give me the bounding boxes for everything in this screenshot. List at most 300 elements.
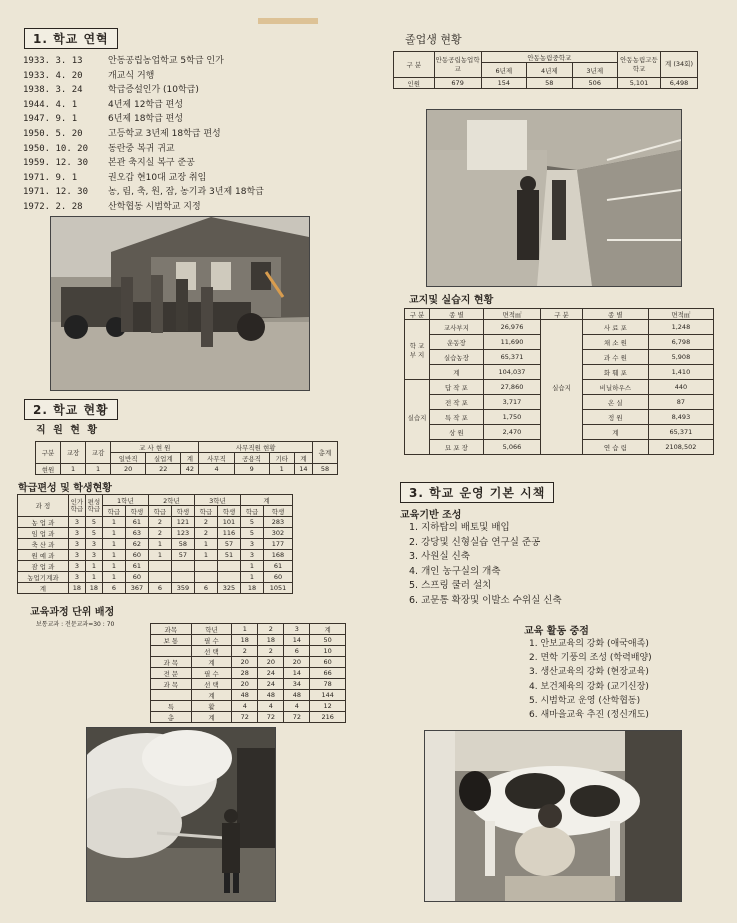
curr-header: 1 xyxy=(232,624,258,635)
history-date: 1971. 9. 1 xyxy=(23,172,78,183)
curr-cell: 14 xyxy=(284,668,310,679)
land-area: 1,248 xyxy=(648,320,713,335)
land-kind: 온 실 xyxy=(582,395,648,410)
history-event: 동란중 복귀 귀교 xyxy=(108,143,175,154)
section2-title: 2. 학교 현황 xyxy=(24,399,118,420)
class-sub-header: 학급 xyxy=(240,506,263,517)
class-cell: 18 xyxy=(85,583,102,594)
curr-cell: 20 xyxy=(232,657,258,668)
land-kind: 계 xyxy=(582,425,648,440)
list-item: 6. 새마을교육 추진 (정신개도) xyxy=(529,710,649,721)
curr-cell: 144 xyxy=(310,690,346,701)
class-cell: 5 xyxy=(240,517,263,528)
staff-cell: 42 xyxy=(181,464,199,475)
history-date: 1947. 9. 1 xyxy=(23,114,78,125)
class-table xyxy=(17,494,293,594)
land-kind: 특 작 포 xyxy=(430,410,484,425)
class-cell: 1 xyxy=(148,539,171,550)
curr-cell: 66 xyxy=(310,668,346,679)
photo-cow xyxy=(424,730,682,902)
table-row xyxy=(151,668,346,679)
staff-h-4: 실업계 xyxy=(146,453,181,464)
list-item: 2. 강당및 신형실습 연구실 준공 xyxy=(409,536,541,548)
staff-cell: 22 xyxy=(146,464,181,475)
land-header: 면적㎡ xyxy=(483,309,540,320)
curr-cell: 활 xyxy=(191,701,232,712)
class-cell: 1 xyxy=(194,539,217,550)
curr-header: 3 xyxy=(284,624,310,635)
history-row xyxy=(23,142,264,157)
curr-cell: 전 문 xyxy=(151,668,192,679)
history-event: 고등학교 3년제 18학급 편성 xyxy=(108,128,221,139)
class-col2: 인가학급 xyxy=(68,495,85,517)
grad-cell: 5,101 xyxy=(618,78,661,89)
curr-cell: 2 xyxy=(232,646,258,657)
class-cell: 57 xyxy=(171,550,194,561)
history-date: 1972. 2. 28 xyxy=(23,201,83,212)
land-kind: 전 작 포 xyxy=(430,395,484,410)
table-row xyxy=(18,550,293,561)
history-event: 산학협동 시범학교 지정 xyxy=(108,201,201,212)
class-cell: 3 xyxy=(240,550,263,561)
curr-cell: 50 xyxy=(310,635,346,646)
land-area: 104,037 xyxy=(483,365,540,380)
class-col3: 편성학급 xyxy=(85,495,102,517)
class-cell: 1 xyxy=(102,539,125,550)
history-row xyxy=(23,127,264,142)
curr-cell: 18 xyxy=(232,635,258,646)
class-cell: 367 xyxy=(125,583,148,594)
history-list xyxy=(23,54,264,215)
class-grade-2: 2학년 xyxy=(148,495,194,506)
grad-total: 계 (34회) xyxy=(661,52,698,78)
land-area: 8,493 xyxy=(648,410,713,425)
grad-cell: 506 xyxy=(572,78,617,89)
class-cell: 3 xyxy=(68,528,85,539)
staff-group-teacher: 교 사 현 원 xyxy=(111,442,199,453)
list-item: 3. 사원실 신축 xyxy=(409,551,470,563)
list-item: 5. 스프링 쿨러 설치 xyxy=(409,580,492,592)
curr-cell: 특 xyxy=(151,701,192,712)
land-area: 27,860 xyxy=(483,380,540,395)
list-item: 3. 생산교육의 강화 (현장교육) xyxy=(529,667,649,678)
class-cell: 1 xyxy=(102,572,125,583)
curr-cell: 선 택 xyxy=(191,646,232,657)
staff-cell: 1 xyxy=(86,464,111,475)
land-kind: 사 료 포 xyxy=(582,320,648,335)
class-cell: 3 xyxy=(68,517,85,528)
curr-cell: 과 목 xyxy=(151,657,192,668)
history-row xyxy=(23,185,264,200)
curr-cell: 48 xyxy=(232,690,258,701)
staff-h-8: 기타 xyxy=(269,453,294,464)
curr-cell: 4 xyxy=(232,701,258,712)
curr-cell: 필 수 xyxy=(191,635,232,646)
staff-h-5: 계 xyxy=(181,453,199,464)
land-area: 440 xyxy=(648,380,713,395)
history-row xyxy=(23,98,264,113)
class-cell: 임 업 과 xyxy=(18,528,69,539)
class-cell: 1 xyxy=(240,572,263,583)
history-row xyxy=(23,54,264,69)
class-cell: 359 xyxy=(171,583,194,594)
curr-cell: 18 xyxy=(258,635,284,646)
land-kind: 연 습 림 xyxy=(582,440,648,455)
class-cell: 2 xyxy=(148,528,171,539)
curr-cell: 계 xyxy=(191,690,232,701)
class-cell: 계 xyxy=(18,583,69,594)
land-kind: 묘 포 장 xyxy=(430,440,484,455)
history-event: 학급증설인가 (10학급) xyxy=(108,85,199,96)
curr-header: 2 xyxy=(258,624,284,635)
class-cell: 63 xyxy=(125,528,148,539)
photo-tractor xyxy=(50,216,310,391)
history-event: 권오갑 현10대 교장 취임 xyxy=(108,172,207,183)
list-item: 1. 안보교육의 강화 (애국애족) xyxy=(529,639,649,649)
staff-cell: 현원 xyxy=(36,464,61,475)
land-kind: 교사부지 xyxy=(430,320,484,335)
staff-group-office: 사무직원 현황 xyxy=(199,442,312,453)
staff-cell: 1 xyxy=(269,464,294,475)
grad-cell: 6,498 xyxy=(661,78,698,89)
class-cell: 302 xyxy=(264,528,293,539)
history-row xyxy=(23,69,264,84)
curr-note: 보통교과 : 전문교과=30 : 70 xyxy=(36,621,115,628)
class-cell: 283 xyxy=(264,517,293,528)
class-cell: 3 xyxy=(85,550,102,561)
class-cell: 61 xyxy=(125,561,148,572)
base-list xyxy=(409,521,562,609)
list-item: 4. 개인 농구실의 개축 xyxy=(409,565,501,577)
history-row xyxy=(23,200,264,215)
table-row xyxy=(18,517,293,528)
class-cell: 177 xyxy=(264,539,293,550)
class-sub-header: 학급 xyxy=(148,506,171,517)
land-kind: 과 수 원 xyxy=(582,350,648,365)
list-item: 6. 교문통 확장및 이발소 수위실 신축 xyxy=(409,594,562,606)
class-cell: 2 xyxy=(194,528,217,539)
table-row xyxy=(18,572,293,583)
class-sub-header: 학생 xyxy=(264,506,293,517)
class-cell: 1 xyxy=(194,550,217,561)
class-cell: 18 xyxy=(240,583,263,594)
grad-sub-4: 4년제 xyxy=(527,63,572,78)
photo-spraying xyxy=(86,727,276,902)
class-cell: 1 xyxy=(148,550,171,561)
curr-cell: 14 xyxy=(284,635,310,646)
class-cell: 2 xyxy=(148,517,171,528)
land-kind: 실습농장 xyxy=(430,350,484,365)
class-cell: 1 xyxy=(102,550,125,561)
class-col1: 과 정 xyxy=(18,495,69,517)
class-cell: 60 xyxy=(125,550,148,561)
class-cell: 60 xyxy=(125,572,148,583)
class-cell: 3 xyxy=(68,550,85,561)
class-cell: 1 xyxy=(240,561,263,572)
class-cell: 116 xyxy=(217,528,240,539)
activity-title: 교육 활동 중점 xyxy=(524,626,589,637)
grad-sub-3: 3년제 xyxy=(572,63,617,78)
curr-cell: 총 xyxy=(151,712,192,723)
class-sub-header: 학급 xyxy=(194,506,217,517)
history-event: 안동공립농업학교 5학급 인가 xyxy=(108,56,224,66)
list-item: 1. 지하탑의 배토및 배입 xyxy=(409,522,510,533)
curr-cell: 계 xyxy=(191,712,232,723)
curr-cell: 24 xyxy=(258,668,284,679)
curr-cell: 보 통 xyxy=(151,635,192,646)
staff-h-10: 총계 xyxy=(312,442,337,464)
history-row xyxy=(23,156,264,171)
curr-cell: 2 xyxy=(258,646,284,657)
curr-cell: 72 xyxy=(284,712,310,723)
table-row xyxy=(151,635,346,646)
land-area: 1,410 xyxy=(648,365,713,380)
land-kind: 채 소 원 xyxy=(582,335,648,350)
table-row xyxy=(18,561,293,572)
grad-sub-6: 6년제 xyxy=(481,63,526,78)
land-kind: 운동장 xyxy=(430,335,484,350)
class-cell: 5 xyxy=(85,528,102,539)
table-row xyxy=(18,539,293,550)
class-cell xyxy=(217,572,240,583)
table-row xyxy=(18,528,293,539)
staff-h-9: 계 xyxy=(294,453,312,464)
class-cell: 6 xyxy=(148,583,171,594)
curr-cell: 4 xyxy=(284,701,310,712)
staff-h-1: 교장 xyxy=(61,442,86,464)
history-date: 1950. 5. 20 xyxy=(23,128,83,139)
class-cell: 1 xyxy=(85,561,102,572)
grad-high: 안동농림고등학교 xyxy=(618,52,661,78)
class-grade-total: 계 xyxy=(240,495,292,506)
staff-h-3: 일반직 xyxy=(111,453,146,464)
curr-cell: 선 택 xyxy=(191,679,232,690)
curr-cell: 48 xyxy=(258,690,284,701)
class-cell xyxy=(148,572,171,583)
staff-h-2: 교감 xyxy=(86,442,111,464)
class-cell: 61 xyxy=(125,517,148,528)
land-area: 26,976 xyxy=(483,320,540,335)
class-sub-header: 학생 xyxy=(171,506,194,517)
class-cell: 58 xyxy=(171,539,194,550)
class-cell: 123 xyxy=(171,528,194,539)
class-cell: 5 xyxy=(85,517,102,528)
history-event: 농, 림, 축, 원, 잠, 농기과 3년제 18학급 xyxy=(108,187,264,198)
grad-row-label: 인원 xyxy=(394,78,435,89)
history-date: 1938. 3. 24 xyxy=(23,85,83,96)
curr-title: 교육과정 단위 배정 xyxy=(30,607,115,618)
staff-cell: 14 xyxy=(294,464,312,475)
curr-header: 학년 xyxy=(191,624,232,635)
curr-cell: 78 xyxy=(310,679,346,690)
curr-cell: 60 xyxy=(310,657,346,668)
history-row xyxy=(23,83,264,98)
curr-cell: 24 xyxy=(258,679,284,690)
class-cell: 121 xyxy=(171,517,194,528)
curr-header: 계 xyxy=(310,624,346,635)
staff-h-0: 구분 xyxy=(36,442,61,464)
list-item: 5. 시범학교 운영 (산학협동) xyxy=(529,695,641,706)
class-cell: 2 xyxy=(194,517,217,528)
curr-cell: 20 xyxy=(232,679,258,690)
table-row xyxy=(151,690,346,701)
grad-cell: 679 xyxy=(434,78,481,89)
class-cell: 18 xyxy=(68,583,85,594)
staff-cell: 9 xyxy=(234,464,269,475)
curr-cell: 필 수 xyxy=(191,668,232,679)
curr-header: 과목 xyxy=(151,624,192,635)
history-event: 4년제 12학급 편성 xyxy=(108,99,184,110)
land-kind: 계 xyxy=(430,365,484,380)
staff-cell: 4 xyxy=(199,464,234,475)
class-grade-3: 3학년 xyxy=(194,495,240,506)
class-cell: 농업기계과 xyxy=(18,572,69,583)
graduates-table xyxy=(393,51,698,89)
grad-cell: 58 xyxy=(527,78,572,89)
curr-cell xyxy=(151,690,192,701)
history-date: 1959. 12. 30 xyxy=(23,158,89,169)
table-row xyxy=(151,679,346,690)
history-event: 6년제 18학급 편성 xyxy=(108,114,184,125)
class-cell xyxy=(148,561,171,572)
land-kind: 답 작 포 xyxy=(430,380,484,395)
activity-list xyxy=(529,637,652,722)
class-cell: 3 xyxy=(85,539,102,550)
class-cell: 325 xyxy=(217,583,240,594)
history-date: 1944. 4. 1 xyxy=(23,99,78,110)
class-cell: 1 xyxy=(102,517,125,528)
class-cell: 168 xyxy=(264,550,293,561)
table-row xyxy=(151,712,346,723)
class-cell: 61 xyxy=(264,561,293,572)
class-cell: 잠 업 과 xyxy=(18,561,69,572)
land-area: 3,717 xyxy=(483,395,540,410)
staff-cell: 1 xyxy=(61,464,86,475)
class-cell: 6 xyxy=(194,583,217,594)
class-cell: 축 산 과 xyxy=(18,539,69,550)
land-area: 5,908 xyxy=(648,350,713,365)
section3-title: 3. 학교 운영 기본 시책 xyxy=(400,482,554,503)
class-cell xyxy=(217,561,240,572)
land-area: 2,470 xyxy=(483,425,540,440)
curr-cell: 28 xyxy=(232,668,258,679)
curr-cell: 20 xyxy=(258,657,284,668)
land-header: 종 별 xyxy=(582,309,648,320)
class-sub-header: 학생 xyxy=(217,506,240,517)
land-area: 11,690 xyxy=(483,335,540,350)
curr-cell: 12 xyxy=(310,701,346,712)
history-date: 1950. 10. 20 xyxy=(23,143,89,154)
land-area: 2108,502 xyxy=(648,440,713,455)
land-kind: 화 훼 포 xyxy=(582,365,648,380)
land-header: 구 분 xyxy=(405,309,430,320)
grad-middle: 안동농림중학교 xyxy=(481,52,617,63)
history-date: 1971. 12. 30 xyxy=(23,187,89,198)
class-cell: 농 업 과 xyxy=(18,517,69,528)
history-row xyxy=(23,112,264,127)
class-cell: 101 xyxy=(217,517,240,528)
land-area: 65,371 xyxy=(648,425,713,440)
history-event: 본관 축지실 복구 준공 xyxy=(108,158,195,169)
class-cell: 3 xyxy=(68,561,85,572)
history-date: 1933. 3. 13 xyxy=(23,56,83,66)
list-item: 4. 보건체육의 강화 (교기신장) xyxy=(529,681,649,692)
curr-cell: 34 xyxy=(284,679,310,690)
class-cell: 1 xyxy=(85,572,102,583)
class-cell: 1 xyxy=(102,528,125,539)
list-item: 2. 면학 기풍의 조성 (학력배양) xyxy=(529,653,652,664)
base-title: 교육기반 조성 xyxy=(400,510,462,521)
curr-cell xyxy=(151,646,192,657)
curr-cell: 계 xyxy=(191,657,232,668)
land-header: 구 분 xyxy=(541,309,583,320)
class-cell xyxy=(194,561,217,572)
curr-cell: 72 xyxy=(232,712,258,723)
class-cell: 62 xyxy=(125,539,148,550)
curr-cell: 216 xyxy=(310,712,346,723)
grad-public: 안동공립농업학교 xyxy=(434,52,481,78)
table-row xyxy=(151,646,346,657)
land-kind: 비닐하우스 xyxy=(582,380,648,395)
land-group: 실습지 xyxy=(541,320,583,455)
land-kind: 정 원 xyxy=(582,410,648,425)
table-row xyxy=(151,657,346,668)
staff-cell: 58 xyxy=(312,464,337,475)
table-row xyxy=(151,701,346,712)
land-header: 종 별 xyxy=(430,309,484,320)
class-cell: 6 xyxy=(102,583,125,594)
class-cell xyxy=(194,572,217,583)
class-cell: 3 xyxy=(68,539,85,550)
staff-table xyxy=(35,441,338,475)
curr-cell: 48 xyxy=(284,690,310,701)
class-sub-header: 학생 xyxy=(125,506,148,517)
curr-cell: 72 xyxy=(258,712,284,723)
curr-cell: 4 xyxy=(258,701,284,712)
class-cell: 51 xyxy=(217,550,240,561)
graduates-title: 졸업생 현황 xyxy=(405,33,462,46)
curr-table xyxy=(150,623,346,723)
land-area: 65,371 xyxy=(483,350,540,365)
section1-title: 1. 학교 연혁 xyxy=(24,28,118,49)
land-group: 학 교 부 지 xyxy=(405,320,430,380)
staff-cell: 20 xyxy=(111,464,146,475)
class-cell: 1 xyxy=(102,561,125,572)
curr-cell: 10 xyxy=(310,646,346,657)
land-table xyxy=(404,308,714,455)
tape-mark xyxy=(258,18,318,24)
history-row xyxy=(23,171,264,186)
staff-title: 직 원 현 황 xyxy=(36,425,100,436)
table-row xyxy=(18,583,293,594)
class-cell: 원 예 과 xyxy=(18,550,69,561)
class-cell xyxy=(171,572,194,583)
curr-cell: 과 목 xyxy=(151,679,192,690)
grad-cell: 154 xyxy=(481,78,526,89)
photo-poultry xyxy=(426,109,682,287)
land-area: 87 xyxy=(648,395,713,410)
class-cell: 1051 xyxy=(264,583,293,594)
class-grade-1: 1학년 xyxy=(102,495,148,506)
land-area: 5,066 xyxy=(483,440,540,455)
staff-h-7: 공용직 xyxy=(234,453,269,464)
land-group: 실습지 xyxy=(405,380,430,455)
staff-h-6: 사무직 xyxy=(199,453,234,464)
class-cell: 5 xyxy=(240,528,263,539)
class-cell: 3 xyxy=(68,572,85,583)
class-cell: 3 xyxy=(240,539,263,550)
land-title: 교지및 실습지 현황 xyxy=(409,295,494,306)
